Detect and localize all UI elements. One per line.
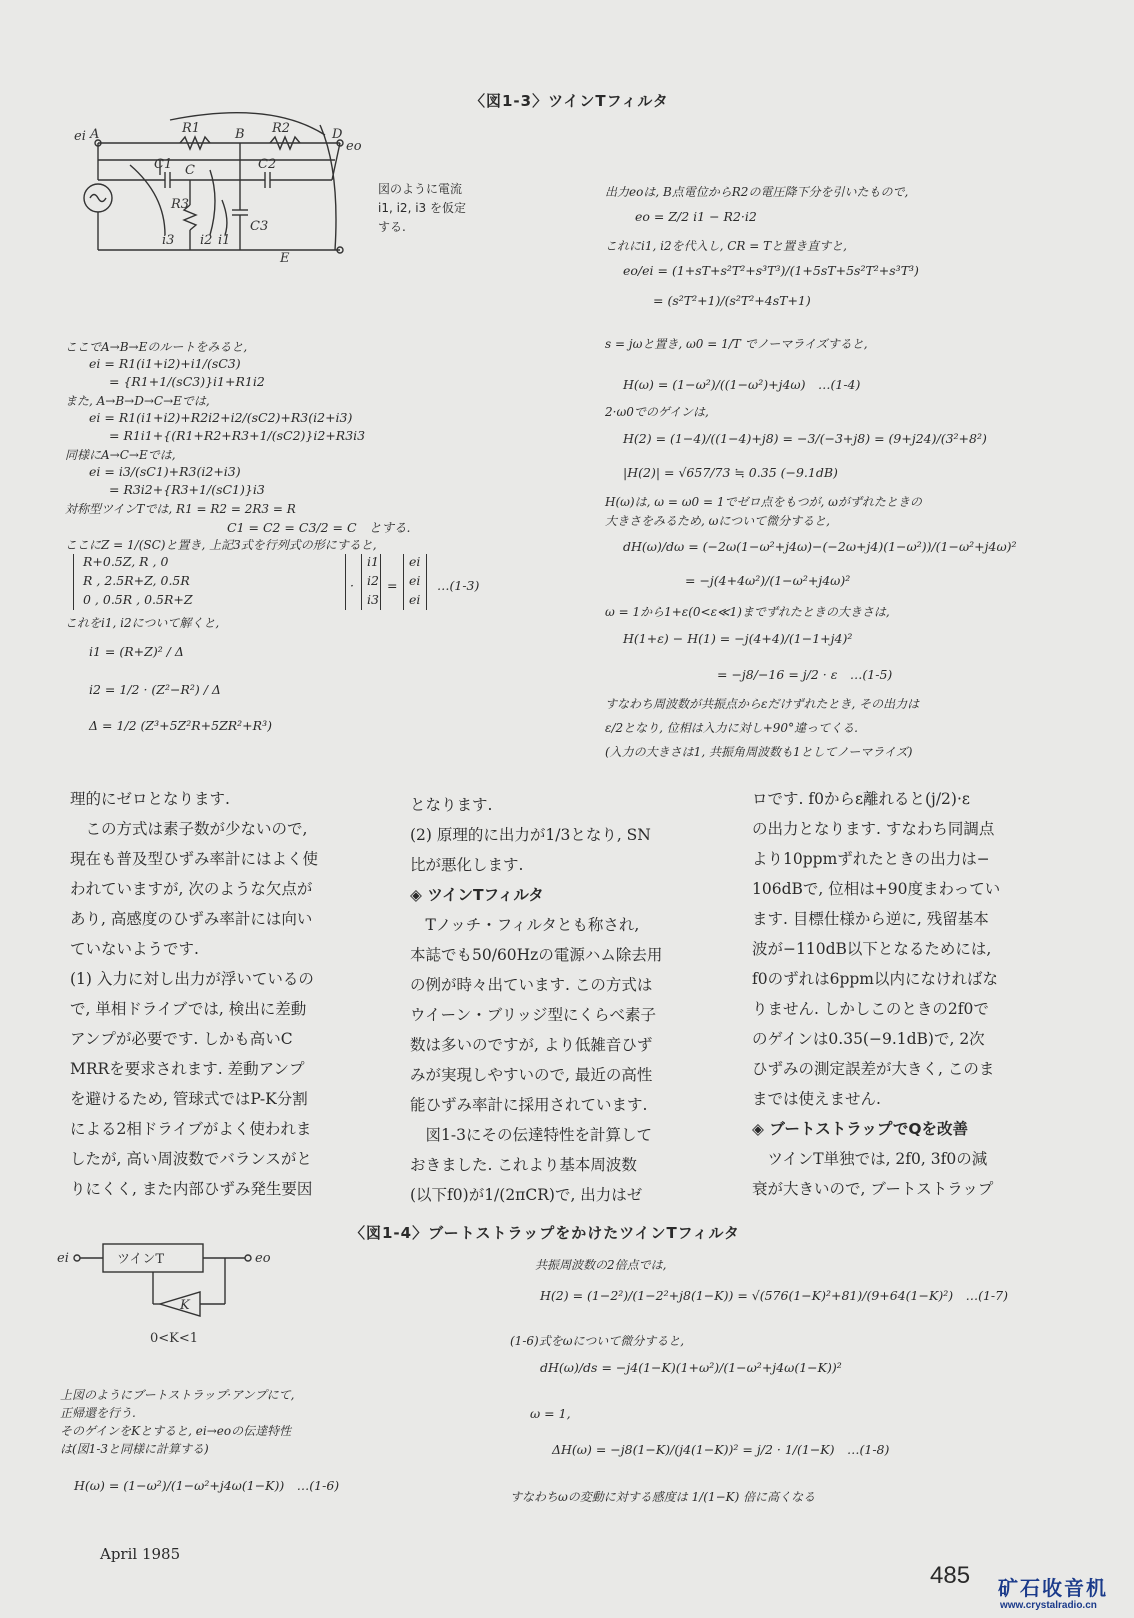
body-line: 波が−110dB以下となるためには, xyxy=(752,940,992,958)
c1-label: C1 xyxy=(154,157,173,172)
fig14-eo-label: eo xyxy=(255,1251,271,1266)
figure-1-3-title: 〈図1-3〉ツインTフィルタ xyxy=(470,92,669,110)
body-line: のゲインは0.35(−9.1dB)で, 2次 xyxy=(752,1030,985,1048)
fig14-text-line: 共振周波数の2倍点では, xyxy=(535,1258,667,1272)
body-line: したが, 高い周波数でバランスがと xyxy=(70,1150,312,1168)
r3-label: R3 xyxy=(171,197,190,212)
body-column-2 xyxy=(410,790,710,1210)
figure-1-4-right-text xyxy=(510,1256,1110,1526)
equation-line: H(ω) = (1−ω²)/((1−ω²)+j4ω) …(1-4) xyxy=(623,377,861,392)
equation-line: Δ = 1/2 (Z³+5Z²R+5ZR²+R³) xyxy=(89,718,272,733)
fig14-text-line: すなわちωの変動に対する感度は 1/(1−K) 倍に高くなる xyxy=(510,1490,816,1504)
body-line: 能ひずみ率計に採用されています. xyxy=(410,1096,648,1114)
vector-entry: ei xyxy=(409,573,421,588)
fig14-text-line: は(図1-3と同様に計算する) xyxy=(60,1442,209,1456)
body-line: われていますが, 次のような欠点が xyxy=(70,880,313,898)
c2-label: C2 xyxy=(258,157,277,172)
watermark-name: 矿石收音机 xyxy=(998,1578,1108,1600)
equation-line: C1 = C2 = C3/2 = C とする. xyxy=(227,520,411,535)
body-line: f0のずれは6ppm以内になければな xyxy=(752,970,999,988)
equation-line: |H(2)| = √657/73 ≒ 0.35 (−9.1dB) xyxy=(623,465,838,480)
body-line: みが実現しやすいので, 最近の高性 xyxy=(410,1066,653,1084)
section-heading-bootstrap: ◈ ブートストラップでQを改善 xyxy=(752,1120,969,1138)
amp-k-label: K xyxy=(180,1298,190,1313)
body-line: ます. 目標仕様から逆に, 残留基本 xyxy=(752,910,989,928)
equation-line: = R1i1+{(R1+R2+R3+1/(sC2)}i2+R3i3 xyxy=(109,428,366,443)
equation-line: ei = i3/(sC1)+R3(i2+i3) xyxy=(89,464,241,479)
equation-line: = R3i2+{R3+1/(sC1)}i3 xyxy=(109,482,265,497)
page-number: 485 xyxy=(930,1562,971,1589)
body-line: りません. しかしこのときの2f0で xyxy=(752,1000,989,1018)
section-heading-twin-t: ◈ ツインTフィルタ xyxy=(410,886,544,904)
body-line: (1) 入力に対し出力が浮いているの xyxy=(70,970,314,988)
issue-date: April 1985 xyxy=(100,1545,181,1563)
body-column-1 xyxy=(70,784,370,1204)
equation-line: ω = 1, xyxy=(530,1406,571,1421)
equation-line: = {R1+1/(sC3)}i1+R1i2 xyxy=(109,374,265,389)
body-line: 数は多いのですが, より低雑音ひず xyxy=(410,1036,653,1054)
equation-line: H(2) = (1−4)/((1−4)+j8) = −3/(−3+j8) = (9+j24)/(3²+8²) xyxy=(623,431,987,446)
c3-label: C3 xyxy=(250,219,269,234)
derivation-line: ε/2となり, 位相は入力に対し+90°違ってくる. xyxy=(605,721,858,735)
eo-label: eo xyxy=(346,139,362,154)
node-e-label: E xyxy=(280,251,290,266)
bootstrap-block-diagram xyxy=(55,1238,325,1348)
twin-t-circuit-diagram xyxy=(70,110,370,275)
equation-line: eo/ei = (1+sT+s²T²+s³T³)/(1+5sT+5s²T²+s³T³) xyxy=(623,263,919,278)
body-line: 現在も普及型ひずみ率計にはよく使 xyxy=(70,850,319,868)
node-a-label: A xyxy=(90,127,100,142)
vector-entry: i3 xyxy=(367,592,379,607)
body-line: おきました. これより基本周波数 xyxy=(410,1156,637,1174)
body-line: 図1-3にその伝達特性を計算して xyxy=(410,1126,652,1144)
matrix-row: R , 2.5R+Z, 0.5R xyxy=(83,573,190,588)
body-line: までは使えません. xyxy=(752,1090,881,1108)
derivation-line: ここにZ = 1/(SC)と置き, 上記3式を行列式の形にすると, xyxy=(65,538,377,552)
body-line: 衰が大きいので, ブートストラップ xyxy=(752,1180,994,1198)
body-line: (2) 原理的に出力が1/3となり, SN xyxy=(410,826,651,844)
equation-line: H(1+ε) − H(1) = −j(4+4)/(1−1+j4)² xyxy=(623,631,853,646)
matrix-row: R+0.5Z, R , 0 xyxy=(83,554,169,569)
node-d-label: D xyxy=(332,127,343,142)
derivation-line: ω = 1から1+ε(0<ε≪1)までずれたときの大きさは, xyxy=(605,605,890,619)
body-line: 106dBで, 位相は+90度まわってい xyxy=(752,880,1001,898)
equation-line: dH(ω)/dω = (−2ω(1−ω²+j4ω)−(−2ω+j4)(1−ω²))/(1−ω²+j4ω)² xyxy=(623,539,1017,554)
body-line: Tノッチ・フィルタとも称され, xyxy=(410,916,640,934)
body-line: となります. xyxy=(410,796,493,814)
equation-number: …(1-3) xyxy=(437,578,480,593)
equation-line: = (s²T²+1)/(s²T²+4sT+1) xyxy=(653,293,811,308)
i1-label: i1 xyxy=(218,233,231,248)
derivation-line: これにi1, i2を代入し, CR = Tと置き直すと, xyxy=(605,239,847,253)
derivation-line: H(ω)は, ω = ω0 = 1でゼロ点をもつが, ωがずれたときの xyxy=(605,495,922,509)
i3-label: i3 xyxy=(162,233,175,248)
fig14-text-line: 正帰還を行う. xyxy=(60,1406,136,1420)
derivation-line: 2·ω0でのゲインは, xyxy=(605,405,709,419)
body-column-3 xyxy=(752,784,1052,1204)
body-line: ていないようです. xyxy=(70,940,199,958)
fig14-text-line: (1-6)式をωについて微分すると, xyxy=(510,1334,685,1348)
derivation-line: 対称型ツインTでは, R1 = R2 = 2R3 = R xyxy=(65,502,296,516)
body-line: (以下f0)が1/(2πCR)で, 出力はゼ xyxy=(410,1186,643,1204)
equation-line: ei = R1(i1+i2)+i1/(sC3) xyxy=(89,356,241,371)
note-line: する. xyxy=(378,220,406,234)
i2-label: i2 xyxy=(200,233,213,248)
r2-label: R2 xyxy=(272,121,291,136)
body-line: の例が時々出ています. この方式は xyxy=(410,976,653,994)
matrix-row: 0 , 0.5R , 0.5R+Z xyxy=(83,592,193,607)
derivation-line: 大きさをみるため, ωについて微分すると, xyxy=(605,514,830,528)
note-line: i1, i2, i3 を仮定 xyxy=(378,201,466,215)
equation-line: = −j8/−16 = j/2 · ε …(1-5) xyxy=(717,667,893,682)
fig14-text-line: そのゲインをKとすると, ei→eoの伝達特性 xyxy=(60,1424,292,1438)
body-line: この方式は素子数が少ないので, xyxy=(70,820,308,838)
body-line: 理的にゼロとなります. xyxy=(70,790,230,808)
node-b-label: B xyxy=(235,127,245,142)
equation-line: ei = R1(i1+i2)+R2i2+i2/(sC2)+R3(i2+i3) xyxy=(89,410,353,425)
derivation-line: s = jωと置き, ω0 = 1/T でノーマライズすると, xyxy=(605,337,868,351)
derivation-line: すなわち周波数が共振点からεだけずれたとき, その出力は xyxy=(605,697,920,711)
body-line: ひずみの測定誤差が大きく, このま xyxy=(752,1060,995,1078)
body-line: より10ppmずれたときの出力は− xyxy=(752,850,990,868)
twin-t-block-label: ツインT xyxy=(117,1252,165,1267)
body-line: りにくく, また内部ひずみ発生要因 xyxy=(70,1180,313,1198)
derivation-line: 出力eoは, B点電位からR2の電圧降下分を引いたもので, xyxy=(605,185,909,199)
body-line: で, 単相ドライブでは, 検出に差動 xyxy=(70,1000,307,1018)
k-range-label: 0<K<1 xyxy=(150,1331,199,1346)
vector-entry: ei xyxy=(409,554,421,569)
body-line: ウイーン・ブリッジ型にくらべ素子 xyxy=(410,1006,656,1024)
derivation-line: また, A→B→D→C→Eでは, xyxy=(65,394,210,408)
equation-line: dH(ω)/ds = −j4(1−K)(1+ω²)/(1−ω²+j4ω(1−K))² xyxy=(540,1360,842,1375)
fig14-text-line: 上図のようにブートストラップ·アンプにて, xyxy=(60,1388,295,1402)
watermark-url: www.crystalradio.cn xyxy=(1000,1600,1097,1611)
fig14-ei-label: ei xyxy=(57,1251,69,1266)
derivation-line: 同様にA→C→Eでは, xyxy=(65,448,176,462)
equation-1-8: ΔH(ω) = −j8(1−K)/(j4(1−K))² = j/2 · 1/(1−K) …(1-8) xyxy=(552,1442,890,1457)
derivation-right xyxy=(605,183,1125,783)
ei-label: ei xyxy=(74,129,86,144)
equation-line: i1 = (R+Z)² / Δ xyxy=(89,644,184,659)
body-line: 本誌でも50/60Hzの電源ハム除去用 xyxy=(410,946,663,964)
node-c-label: C xyxy=(185,163,195,178)
equation-line: eo = Z/2 i1 − R2·i2 xyxy=(635,209,757,224)
derivation-line: これをi1, i2について解くと, xyxy=(65,616,220,630)
body-line: 比が悪化します. xyxy=(410,856,524,874)
body-line: あり, 高感度のひずみ率計には向い xyxy=(70,910,313,928)
figure-1-4-left-text xyxy=(60,1386,480,1516)
note-line: 図のように電流 xyxy=(378,182,463,196)
r1-label: R1 xyxy=(182,121,201,136)
equation-line: = −j(4+4ω²)/(1−ω²+j4ω)² xyxy=(685,573,851,588)
derivation-left: ここでA→B→Eのルートをみると, ei = R1(i1+i2)+i1/(sC3) = {R1+1/(sC3)}i1+R1i2 また, A→B→D→C→Eでは, ei = R1(i1+i2)+R2i2+i2/(sC2)+R3(i2+i3) = R1i1+{(R1+R2+R3+1/(sC2)}i2+R3i3 同様にA→C→Eでは, ei = i3/(sC1)+R3(i2+i3) = R3i2+{R3+1/(sC1)}i3 対称型ツインTでは, R1 = R2 = 2R3 = R C1 = C2 = C3/2 = C とする. ここにZ = 1/(SC)と置き, 上記3式を行列式の形にすると, R+0.5Z, R , 0 R , 2.5R+Z, 0.5R 0 , 0.5R , 0.5R+Z · i1 i2 i3 = ei ei ei …(1-3) これをi1, i2について解くと, i1 = (R+Z)² / Δ i2 = 1/2 · (Z²−R²) / Δ Δ = 1/2 (Z³+5Z²R+5ZR²+R³) xyxy=(65,340,480,733)
equation-line: i2 = 1/2 · (Z²−R²) / Δ xyxy=(89,682,221,697)
vector-entry: i1 xyxy=(367,554,379,569)
derivation-line: ここでA→B→Eのルートをみると, xyxy=(65,340,248,354)
equation-1-6: H(ω) = (1−ω²)/(1−ω²+j4ω(1−K)) …(1-6) xyxy=(74,1478,340,1493)
derivation-line: (入力の大きさは1, 共振角周波数も1としてノーマライズ) xyxy=(605,745,913,759)
vector-entry: i2 xyxy=(367,573,379,588)
body-line: ロです. f0からε離れると(j/2)·ε xyxy=(752,790,970,808)
body-line: ツインT単独では, 2f0, 3f0の減 xyxy=(752,1150,988,1168)
body-line: アンプが必要です. しかも高いC xyxy=(70,1030,293,1048)
body-line: による2相ドライブがよく使われま xyxy=(70,1120,312,1138)
equation-1-7: H(2) = (1−2²)/(1−2²+j8(1−K)) = √(576(1−K)²+81)/(9+64(1−K)²) …(1-7) xyxy=(540,1288,1008,1303)
vector-entry: ei xyxy=(409,592,421,607)
body-line: の出力となります. すなわち同調点 xyxy=(752,820,995,838)
body-line: MRRを要求されます. 差動アンプ xyxy=(70,1060,305,1078)
figure-1-4-title: 〈図1-4〉ブートストラップをかけたツインTフィルタ xyxy=(350,1224,740,1242)
body-line: を避けるため, 管球式ではP-K分割 xyxy=(70,1090,308,1108)
figure-1-3-note xyxy=(378,180,518,240)
